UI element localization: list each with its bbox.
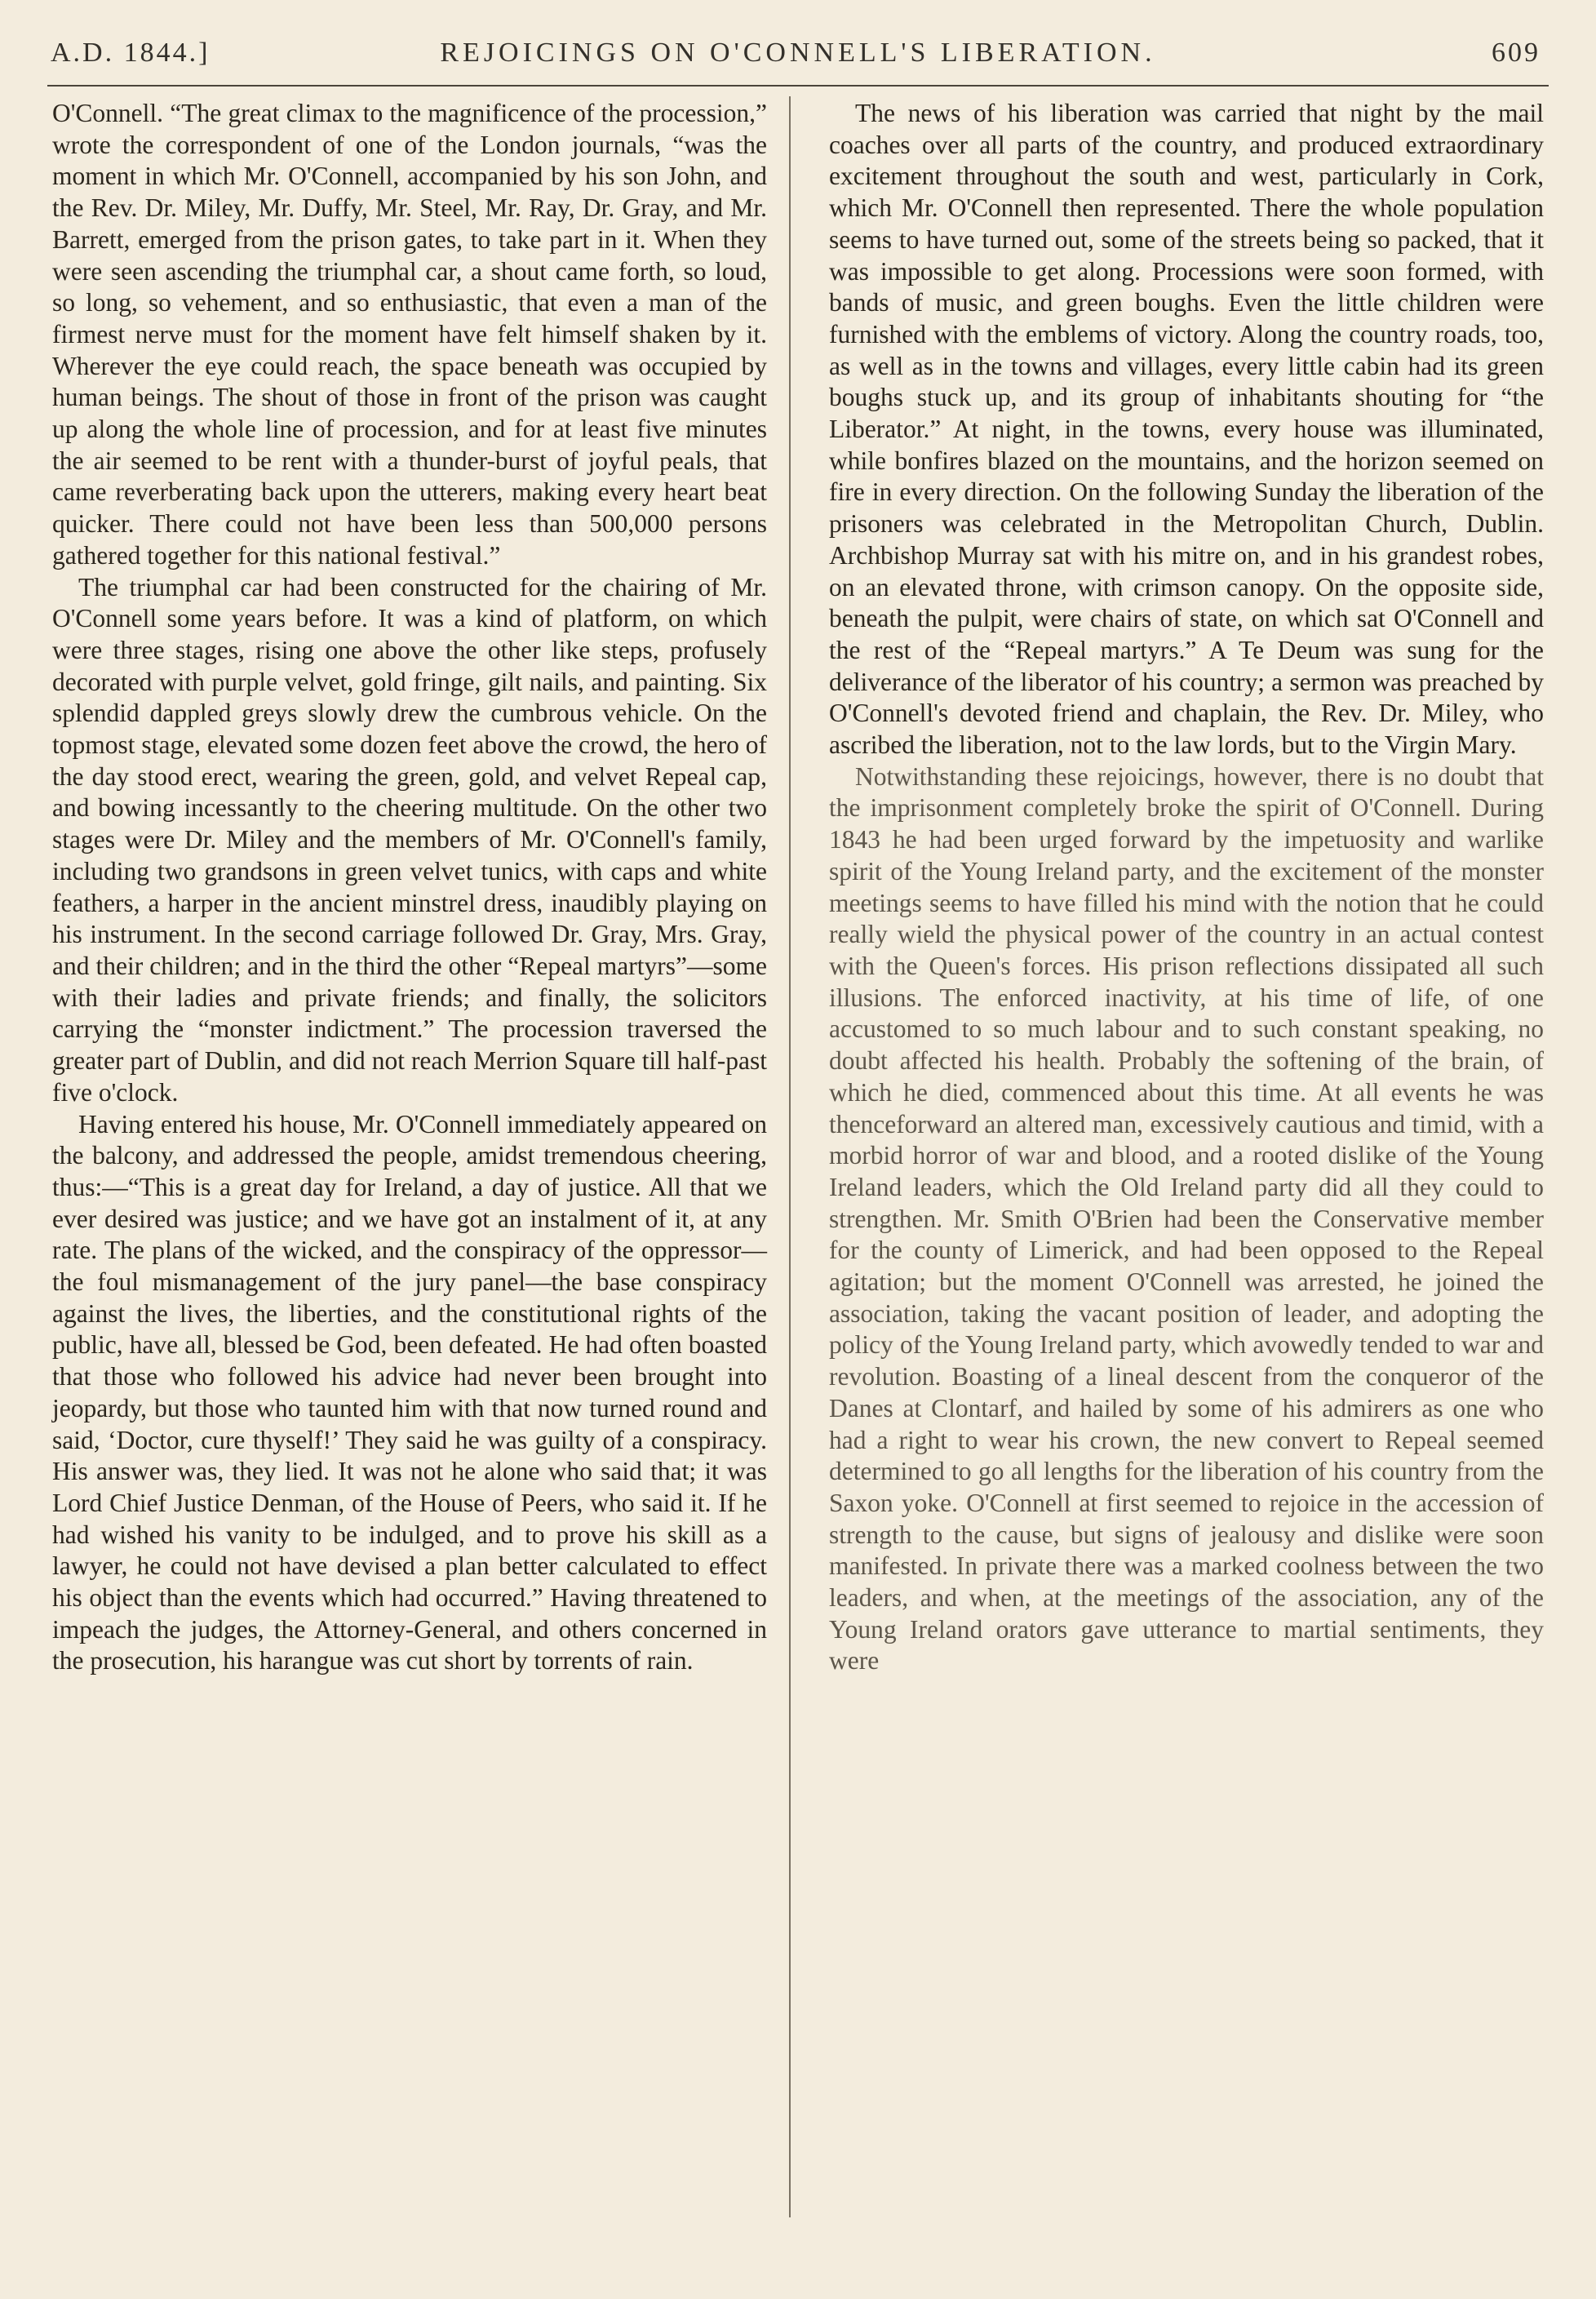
left-column [52,98,767,1677]
header-title: REJOICINGS ON O'CONNELL'S LIBERATION. [440,38,1156,68]
header-date: A.D. 1844.] [51,38,211,68]
page-number: 609 [1492,38,1541,68]
running-header [47,38,1549,87]
right-paragraph-2: Notwithstanding these rejoicings, however, there is no doubt that the imprisonment completely broke the spirit of O'Connell. During 1843 he had been urged forward by the impetuosity and warlike spirit of the Young Ireland party, and the excitement of the monster meetings seems to have filled his mind with the notion that he could really wield the physical power of the country in an actual contest with the Queen's forces. His prison reflections dissipated all such illusions. The enforced inactivity, at his time of life, of one accustomed to so much labour and to such constant speaking, no doubt affected his health. Probably the softening of the brain, of which he died, commenced about this time. At all events he was thenceforward an altered man, excessively cautious and timid, with a morbid horror of war and blood, and a rooted dislike of the Young Ireland leaders, which the Old Ireland party did all they could to strengthen. Mr. Smith O'Brien had been the Conservative member for the county of Limerick, and had been opposed to the Repeal agitation; but the moment O'Connell was arrested, he joined the association, taking the vacant position of leader, and adopting the policy of the Young Ireland party, which avowedly tended to war and revolution. Boasting of a lineal descent from the conqueror of the Danes at Clontarf, and hailed by some of his admirers as one who had a right to wear his crown, the new convert to Repeal seemed determined to go all lengths for the liberation of his country from the Saxon yoke. O'Connell at first seemed to rejoice in the accession of strength to the cause, but signs of jealousy and dislike were soon manifested. In private there was a marked coolness between the two leaders, and when, at the meetings of the association, any of the Young Ireland orators gave utterance to martial sentiments, they were [829,761,1544,1675]
column-divider [789,96,791,2217]
header-rule [47,85,1549,87]
left-paragraph-1: O'Connell. “The great climax to the magnificence of the procession,” wrote the correspondent of one of the London journals, “was the moment in which Mr. O'Connell, accompanied by his son John, and the Rev. Dr. Miley, Mr. Duffy, Mr. Steel, Mr. Ray, Dr. Gray, and Mr. Barrett, emerged from the prison gates, to take part in it. When they were seen ascending the triumphal car, a shout came forth, so loud, so long, so vehement, and so enthusiastic, that even a man of the firmest nerve must for the moment have felt himself shaken by it. Wherever the eye could reach, the space beneath was occupied by human beings. The shout of those in front of the prison was caught up along the whole line of procession, and for at least five minutes the air seemed to be rent with a thunder-burst of joyful peals, that came reverberating back upon the utterers, making every heart beat quicker. There could not have been less than 500,000 persons gathered together for this national festival.” [52,99,767,570]
left-paragraph-2: The triumphal car had been constructed for the chairing of Mr. O'Connell some years before. It was a kind of platform, on which were three stages, rising one above the other like steps, profusely decorated with purple velvet, gold fringe, gilt nails, and painting. Six splendid dappled greys slowly drew the cumbrous vehicle. On the topmost stage, elevated some dozen feet above the crowd, the hero of the day stood erect, wearing the green, gold, and velvet Repeal cap, and bowing incessantly to the cheering multitude. On the other two stages were Dr. Miley and the members of Mr. O'Connell's family, including two grandsons in green velvet tunics, with caps and white feathers, a harper in the ancient minstrel dress, inaudibly playing on his instrument. In the second carriage followed Dr. Gray, Mrs. Gray, and their children; and in the third the other “Repeal martyrs”—some with their ladies and private friends; and finally, the solicitors carrying the “monster indictment.” The procession traversed the greater part of Dublin, and did not reach Merrion Square till half-past five o'clock. [52,572,767,1107]
right-column [829,98,1544,1677]
right-paragraph-1: The news of his liberation was carried that night by the mail coaches over all parts of the country, and produced extraordinary excitement throughout the south and west, particularly in Cork, which Mr. O'Connell then represented. There the whole population seems to have turned out, some of the streets being so packed, that it was impossible to get along. Processions were soon formed, with bands of music, and green boughs. Even the little children were furnished with the emblems of victory. Along the country roads, too, as well as in the towns and villages, every little cabin had its green boughs stuck up, and its group of inhabitants shouting for “the Liberator.” At night, in the towns, every house was illuminated, while bonfires blazed on the mountains, and the horizon seemed on fire in every direction. On the following Sunday the liberation of the prisoners was celebrated in the Metropolitan Church, Dublin. Archbishop Murray sat with his mitre on, and in his grandest robes, on an elevated throne, with crimson canopy. On the opposite side, beneath the pulpit, were chairs of state, on which sat O'Connell and the rest of the “Repeal martyrs.” A Te Deum was sung for the deliverance of the liberator of his country; a sermon was preached by O'Connell's devoted friend and chaplain, the Rev. Dr. Miley, who ascribed the liberation, not to the law lords, but to the Virgin Mary. [829,99,1544,760]
left-paragraph-3: Having entered his house, Mr. O'Connell immediately appeared on the balcony, and addressed the people, amidst tremendous cheering, thus:—“This is a great day for Ireland, a day of justice. All that we ever desired was justice; and we have got an instalment of it, at any rate. The plans of the wicked, and the conspiracy of the oppressor—the foul mismanagement of the jury panel—the base conspiracy against the lives, the liberties, and the constitutional rights of the public, have all, blessed be God, been defeated. He had often boasted that those who followed his advice had never been brought into jeopardy, but those who taunted him with that now turned round and said, ‘Doctor, cure thyself!’ They said he was guilty of a conspiracy. His answer was, they lied. It was not he alone who said that; it was Lord Chief Justice Denman, of the House of Peers, who said it. If he had wished his vanity to be indulged, and to prove his skill as a lawyer, he could not have devised a plan better calculated to effect his object than the events which had occurred.” Having threatened to impeach the judges, the Attorney-General, and others concerned in the prosecution, his harangue was cut short by torrents of rain. [52,1109,767,1675]
